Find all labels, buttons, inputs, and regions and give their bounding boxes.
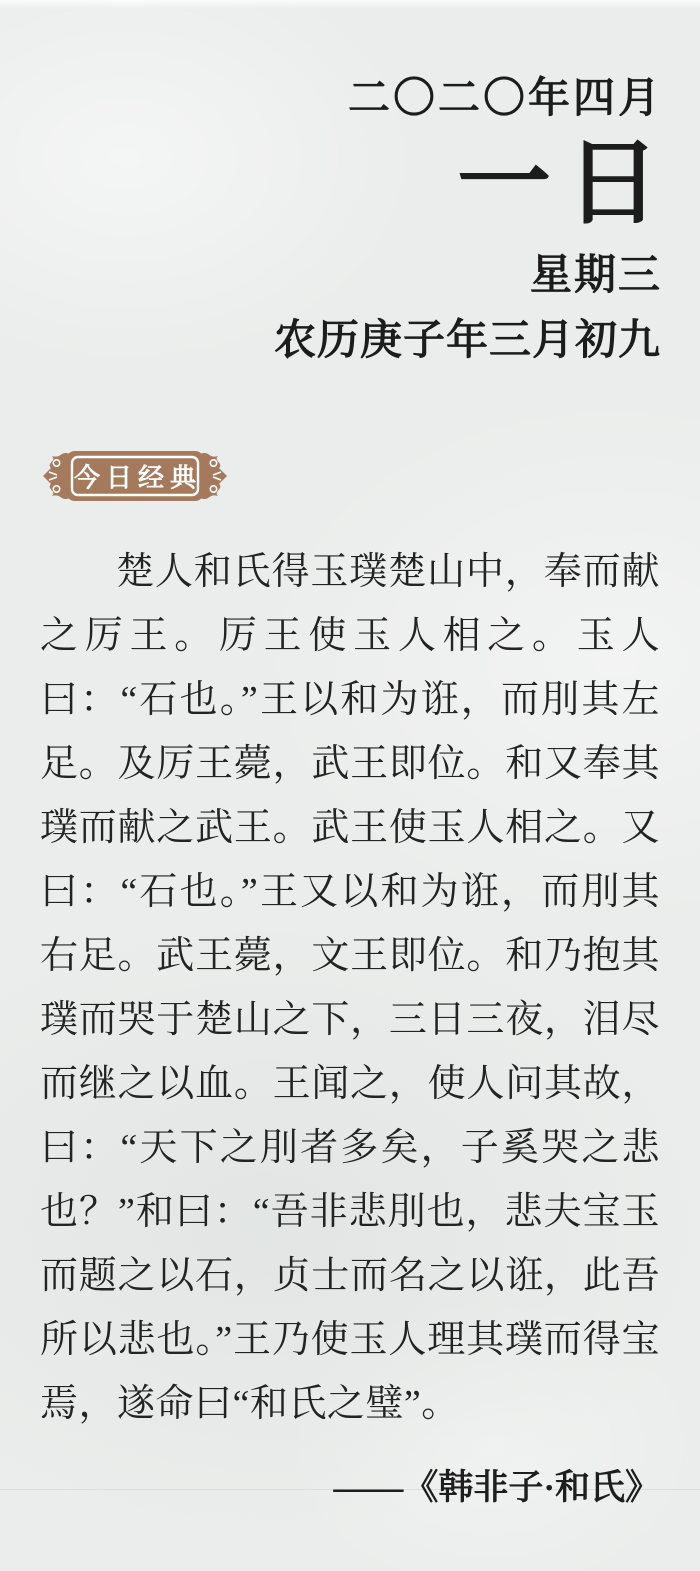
weekday: 星期三 [529, 253, 662, 299]
lunar-date: 农历庚子年三月初九 [273, 318, 661, 364]
classic-article [0, 540, 700, 1510]
article-paragraph: 楚人和氏得玉璞楚山中，奉而献之厉王。厉王使玉人相之。玉人曰：“石也。”王以和为诳，而刖其左足。及厉王薨，武王即位。和又奉其璞而献之武王。武王使玉人相之。又曰：“石也。”王又以和为诳，而刖其右足。武王薨，文王即位。和乃抱其璞而哭于楚山之下，三日三夜，泪尽而继之以血。王闻之，使人问其故，曰：“天下之刖者多矣，子奚哭之悲也？”和曰：“吾非悲刖也，悲夫宝玉而题之以石，贞士而名之以诳，此吾所以悲也。”王乃使玉人理其璞而得宝焉，遂命曰“和氏之璧”。 [40, 551, 660, 1425]
today-classic-badge [40, 448, 230, 504]
day-number: 一日 [456, 132, 675, 236]
source-attribution: ——《韩非子·和氏》 [333, 1468, 660, 1507]
badge-label: 今日经典 [73, 462, 202, 493]
gregorian-date: 二〇二〇年四月 [347, 76, 663, 122]
date-header [0, 0, 700, 362]
